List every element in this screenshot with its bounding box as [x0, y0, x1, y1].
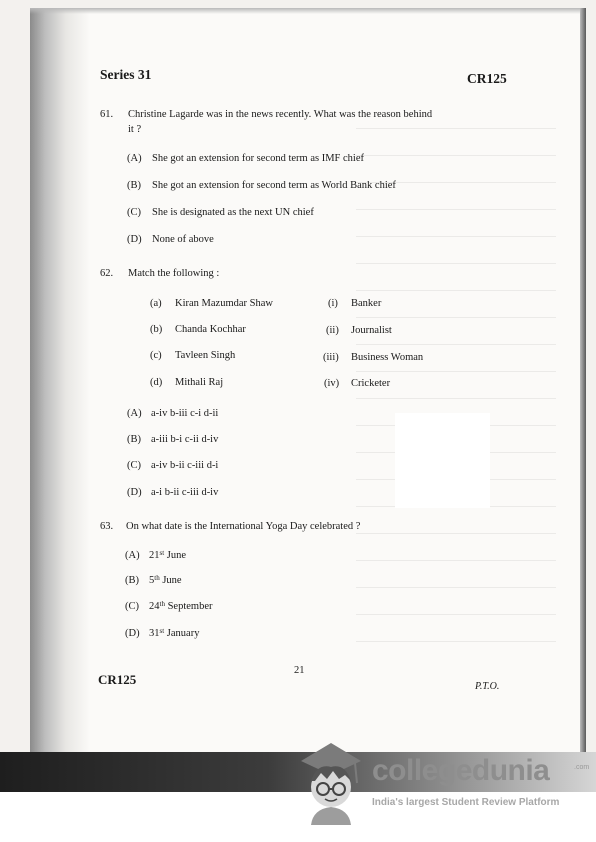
date-suffix: th	[154, 574, 160, 582]
question-number: 62.	[100, 268, 114, 279]
date-month: June	[162, 575, 182, 586]
option-label: (C)	[127, 460, 141, 471]
option-label: (B)	[125, 575, 139, 586]
footer-paper-code: CR125	[98, 672, 137, 687]
option-text: a-iii b-i c-ii d-iv	[151, 434, 219, 445]
student-avatar-icon	[295, 735, 367, 825]
match-right-text: Journalist	[351, 325, 392, 336]
option-text: a-iv b-iii c-i d-ii	[151, 408, 219, 419]
date-day: 21	[149, 550, 160, 561]
scan-shadow-left	[30, 8, 90, 753]
match-left-label: (a)	[150, 298, 162, 309]
question-text-continued: it ?	[128, 124, 142, 135]
match-right-label: (iii)	[323, 352, 339, 363]
option-label: (D)	[127, 234, 142, 245]
match-left-text: Kiran Mazumdar Shaw	[175, 298, 273, 309]
option-label: (B)	[127, 180, 141, 191]
option-label: (A)	[127, 153, 142, 164]
watermark-tagline: India's largest Student Review Platform	[372, 797, 560, 808]
scan-shadow-top	[30, 8, 586, 14]
option-label: (A)	[125, 550, 140, 561]
match-right-text: Banker	[351, 298, 382, 309]
date-day: 24	[149, 601, 160, 612]
match-left-label: (c)	[150, 350, 162, 361]
option-label: (D)	[127, 487, 142, 498]
match-right-label: (ii)	[326, 325, 339, 336]
option-date	[149, 550, 186, 562]
option-label: (D)	[125, 628, 140, 639]
pto-label: P.T.O.	[475, 681, 500, 692]
date-day: 5	[149, 575, 155, 586]
question-number: 63.	[100, 521, 114, 532]
scan-shadow-right	[580, 8, 586, 753]
blank-patch	[395, 413, 490, 508]
date-month: June	[166, 550, 187, 561]
option-label: (B)	[127, 434, 141, 445]
question-text: Christine Lagarde was in the news recently. What was the reason behind	[128, 109, 433, 120]
match-right-text: Business Woman	[351, 352, 424, 363]
watermark-brand: collegedunia	[372, 754, 550, 787]
option-text: She got an extension for second term as World Bank chief	[152, 180, 396, 191]
option-text: She got an extension for second term as IMF chief	[152, 153, 364, 164]
watermark-domain-suffix: .com	[574, 764, 590, 771]
paper-code: CR125	[467, 71, 507, 86]
option-date	[149, 628, 199, 640]
option-text: None of above	[152, 234, 214, 245]
date-suffix: st	[159, 549, 165, 557]
option-text: She is designated as the next UN chief	[152, 207, 314, 218]
date-month: January	[166, 628, 200, 639]
date-suffix: th	[159, 600, 165, 608]
question-number: 61.	[100, 109, 114, 120]
match-left-text: Tavleen Singh	[175, 350, 236, 361]
option-label: (C)	[125, 601, 139, 612]
option-text: a-iv b-ii c-iii d-i	[151, 460, 219, 471]
match-left-label: (d)	[150, 377, 163, 388]
question-text: On what date is the International Yoga Day celebrated ?	[126, 521, 361, 532]
match-left-text: Mithali Raj	[175, 377, 224, 388]
option-date	[149, 575, 182, 587]
match-left-text: Chanda Kochhar	[175, 324, 246, 335]
series-label: Series 31	[100, 67, 152, 82]
date-suffix: st	[159, 627, 165, 635]
match-left-label: (b)	[150, 324, 163, 335]
question-text: Match the following :	[128, 268, 220, 279]
page-number: 21	[294, 665, 305, 676]
option-text: a-i b-ii c-iii d-iv	[151, 487, 219, 498]
match-right-text: Cricketer	[351, 378, 391, 389]
option-date	[149, 601, 212, 613]
date-month: September	[167, 601, 213, 612]
match-right-label: (iv)	[324, 378, 340, 389]
option-label: (C)	[127, 207, 141, 218]
match-right-label: (i)	[328, 298, 338, 309]
option-label: (A)	[127, 408, 142, 419]
date-day: 31	[149, 628, 160, 639]
